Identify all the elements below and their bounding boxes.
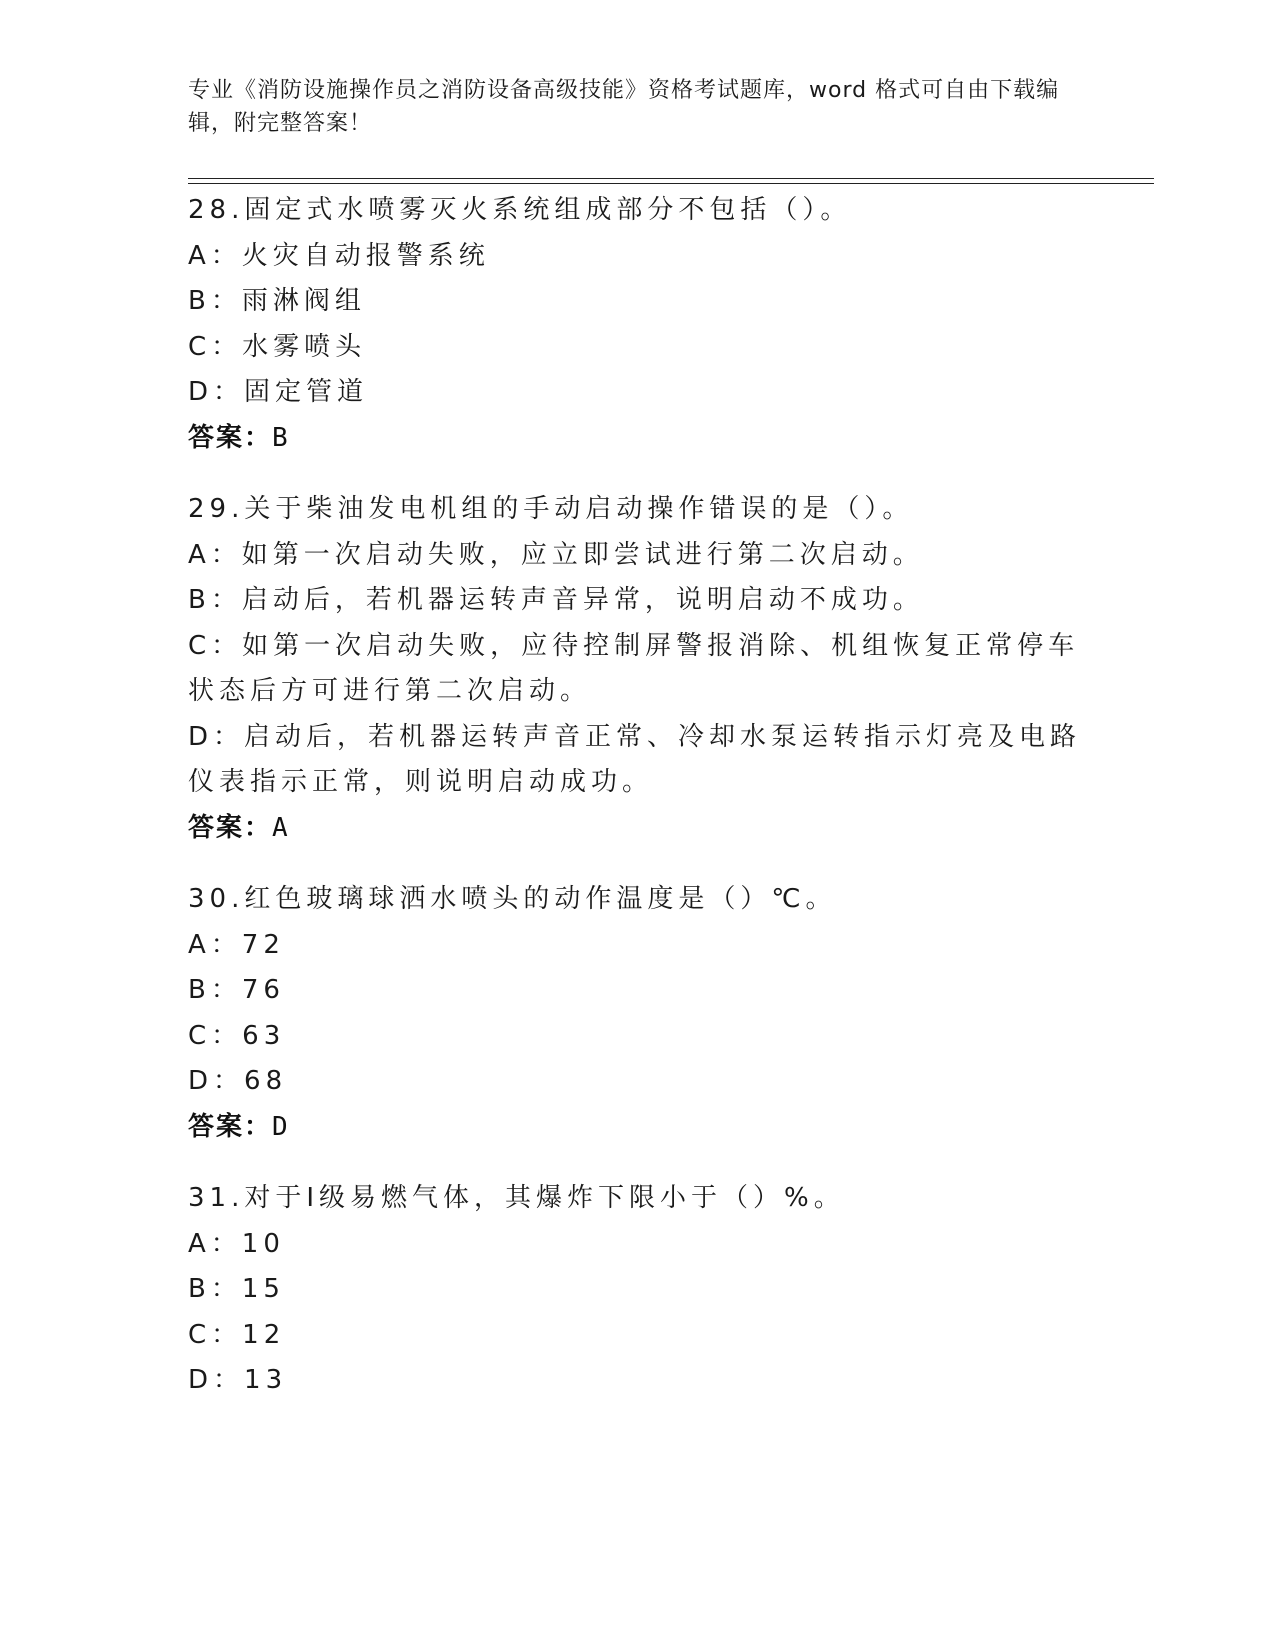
answer-line: [188, 1105, 1088, 1151]
document-header: [188, 74, 1088, 140]
option-a: A：10: [188, 1228, 285, 1259]
option-a: A：火灾自动报警系统: [188, 240, 490, 271]
header-divider-bottom: [188, 183, 1154, 184]
option-b: B：启动后，若机器运转声音异常，说明启动不成功。: [188, 585, 924, 615]
question-31: [188, 1176, 1088, 1404]
option-d: D：固定管道: [188, 377, 369, 407]
answer-line: [188, 416, 1088, 462]
question-stem: 29.关于柴油发电机组的手动启动操作错误的是（）。: [188, 494, 914, 524]
question-list: [188, 188, 1088, 1430]
answer-line: [188, 806, 1088, 852]
option-b: B：76: [188, 975, 285, 1005]
option-d: D：68: [188, 1066, 288, 1096]
question-stem: 30.红色玻璃球洒水喷头的动作温度是（）℃。: [188, 884, 837, 914]
option-d: D：13: [188, 1365, 288, 1395]
question-30: [188, 877, 1088, 1150]
option-c: C：63: [188, 1020, 286, 1051]
question-stem: 31.对于Ⅰ级易燃气体，其爆炸下限小于（）%。: [188, 1183, 845, 1213]
option-d: D：启动后，若机器运转声音正常、冷却水泵运转指示灯亮及电路仪表指示正常，则说明启动成功。: [188, 721, 1082, 797]
option-c: C：12: [188, 1319, 286, 1350]
option-c: C：水雾喷头: [188, 331, 367, 362]
question-28: [188, 188, 1088, 461]
header-divider-top: [188, 178, 1154, 179]
answer-value: B: [272, 422, 288, 453]
answer-label: 答案：: [188, 1111, 273, 1142]
header-text: 专业《消防设施操作员之消防设备高级技能》资格考试题库，word 格式可自由下载编辑，附完整答案！: [188, 78, 1060, 136]
option-b: B：雨淋阀组: [188, 286, 366, 316]
answer-label: 答案：: [188, 422, 273, 453]
option-b: B：15: [188, 1274, 285, 1304]
question-29: [188, 487, 1088, 851]
answer-value: D: [272, 1111, 288, 1142]
answer-value: A: [272, 812, 288, 843]
option-c: C：如第一次启动失败，应待控制屏警报消除、机组恢复正常停车状态后方可进行第二次启动。: [188, 630, 1080, 706]
question-stem: 28.固定式水喷雾灭火系统组成部分不包括（）。: [188, 195, 852, 225]
answer-label: 答案：: [188, 812, 273, 843]
option-a: A：如第一次启动失败，应立即尝试进行第二次启动。: [188, 539, 924, 570]
option-a: A：72: [188, 929, 285, 960]
